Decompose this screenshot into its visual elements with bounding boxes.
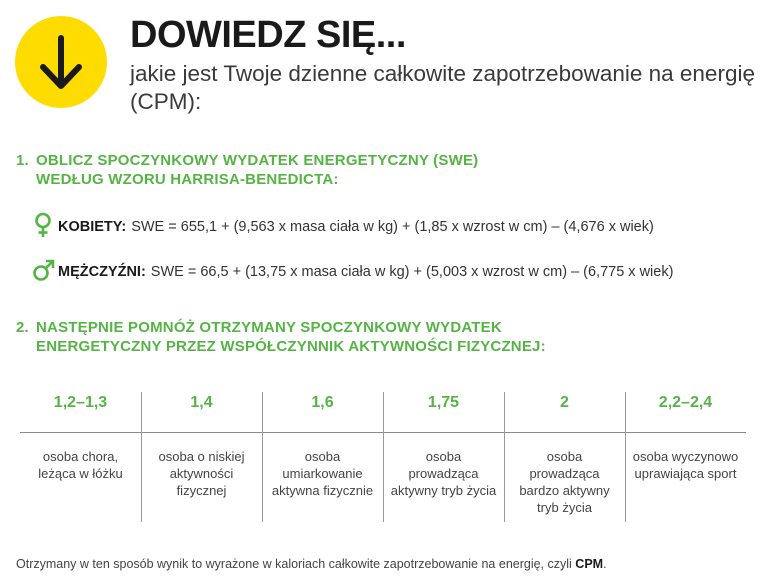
step-2-line-1: NASTĘPNIE POMNÓŻ OTRZYMANY SPOCZYNKOWY WYDATEK [36, 319, 502, 336]
step-2-line-2: ENERGETYCZNY PRZEZ WSPÓŁCZYNNIK AKTYWNOŚCI FIZYCZNEJ: [36, 338, 546, 355]
activity-descriptions-row [20, 448, 746, 516]
activity-value: 2 [560, 394, 569, 411]
page-subtitle: jakie jest Twoje dzienne całkowite zapotrzebowanie na energię (CPM): [130, 61, 755, 114]
formula-men [32, 258, 673, 286]
arrow-badge [15, 16, 107, 108]
activity-value: 2,2–2,4 [658, 394, 713, 411]
footer-text: Otrzymany w ten sposób wynik to wyrażone w kaloriach całkowite zapotrzebowanie na energię, czyli [16, 557, 572, 571]
step-2 [16, 318, 546, 356]
footer-note [16, 557, 607, 571]
step-1-number: 1. [16, 152, 29, 169]
activity-description: osoba prowadząca bardzo aktywny tryb życia [519, 449, 610, 515]
formula-men-text: SWE = 66,5 + (13,75 x masa ciała w kg) + (5,003 x wzrost w cm) – (6,775 x wiek) [150, 264, 674, 280]
activity-table [20, 392, 746, 522]
activity-value: 1,4 [190, 394, 213, 411]
activity-description: osoba umiarkowanie aktywna fizycznie [271, 449, 374, 498]
footer-end: . [603, 557, 607, 571]
step-1 [16, 151, 478, 189]
step-1-line-2: WEDŁUG WZORU HARRISA-BENEDICTA: [36, 171, 339, 188]
female-symbol-icon [32, 212, 58, 242]
footer-highlight: CPM [575, 557, 604, 571]
formula-women-label: KOBIETY: [58, 219, 127, 235]
activity-description: osoba o niskiej aktywności fizycznej [158, 449, 245, 498]
activity-value: 1,75 [427, 394, 460, 411]
activity-description: osoba prowadząca aktywny tryb życia [390, 449, 497, 498]
step-1-line-1: OBLICZ SPOCZYNKOWY WYDATEK ENERGETYCZNY (SWE) [36, 152, 479, 169]
activity-value: 1,6 [311, 394, 334, 411]
formula-women [32, 212, 654, 242]
step-2-number: 2. [16, 319, 29, 336]
male-symbol-icon [32, 258, 58, 286]
activity-description: osoba chora, leżąca w łóżku [38, 449, 123, 481]
activity-description: osoba wyczynowo uprawiająca sport [632, 449, 739, 481]
page-title: DOWIEDZ SIĘ... [130, 14, 406, 56]
arrow-down-icon [15, 16, 107, 108]
formula-women-text: SWE = 655,1 + (9,563 x masa ciała w kg) + (1,85 x wzrost w cm) – (4,676 x wiek) [131, 219, 654, 235]
formula-men-label: MĘŻCZYŹNI: [58, 264, 146, 280]
activity-value: 1,2–1,3 [53, 394, 108, 411]
